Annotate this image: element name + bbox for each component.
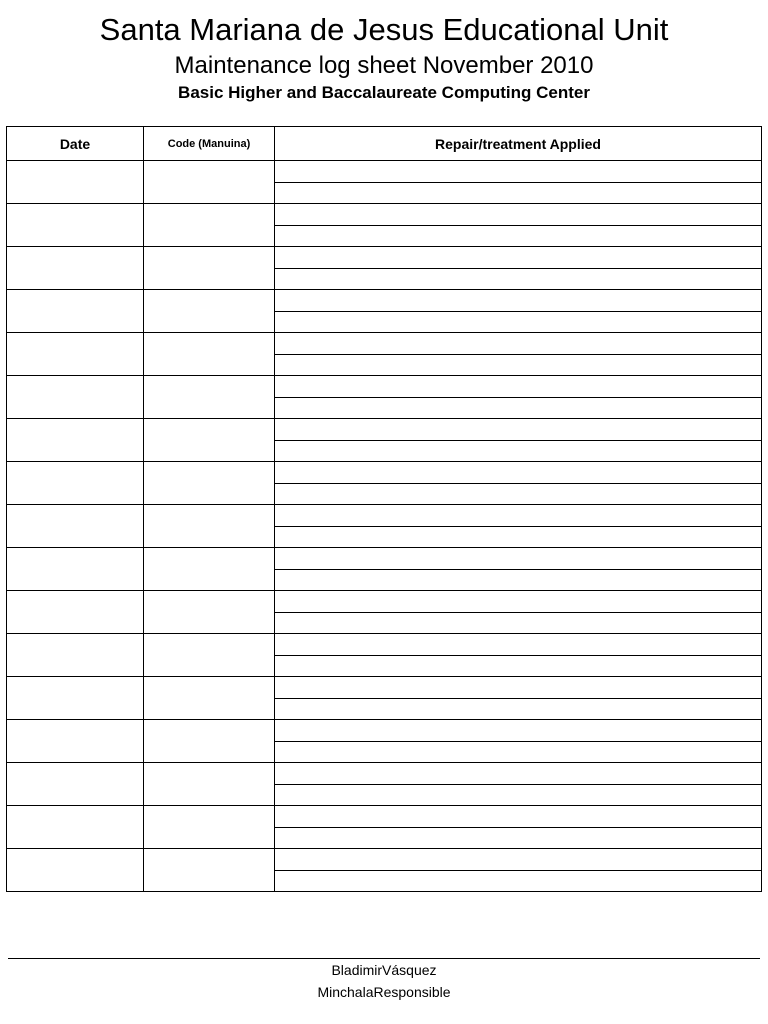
repair-line[interactable] [275, 591, 762, 613]
code-cell[interactable] [144, 505, 275, 548]
date-cell[interactable] [7, 161, 144, 204]
repair-line[interactable] [275, 548, 762, 570]
code-cell[interactable] [144, 462, 275, 505]
table-row [7, 591, 762, 613]
repair-line[interactable] [275, 376, 762, 398]
code-cell[interactable] [144, 763, 275, 806]
table-row [7, 204, 762, 226]
repair-line[interactable] [275, 333, 762, 355]
repair-line[interactable] [275, 849, 762, 871]
table-row [7, 763, 762, 785]
column-header-code: Code (Manuina) [144, 127, 275, 161]
date-cell[interactable] [7, 333, 144, 376]
repair-line[interactable] [275, 569, 762, 591]
repair-line[interactable] [275, 784, 762, 806]
repair-line[interactable] [275, 311, 762, 333]
log-subtitle: Maintenance log sheet November 2010 [174, 52, 594, 79]
table-row [7, 505, 762, 527]
repair-line[interactable] [275, 741, 762, 763]
code-cell[interactable] [144, 806, 275, 849]
date-cell[interactable] [7, 462, 144, 505]
table-row [7, 677, 762, 699]
repair-line[interactable] [275, 526, 762, 548]
center-name: Basic Higher and Baccalaureate Computing Center [178, 83, 590, 102]
signature-role: MinchalaResponsible [317, 984, 451, 1000]
repair-line[interactable] [275, 827, 762, 849]
code-cell[interactable] [144, 247, 275, 290]
column-header-repair: Repair/treatment Applied [275, 127, 762, 161]
signature-name: BladimirVásquez [331, 962, 437, 978]
table-row [7, 849, 762, 871]
repair-line[interactable] [275, 268, 762, 290]
code-cell[interactable] [144, 161, 275, 204]
repair-line[interactable] [275, 204, 762, 226]
school-title: Santa Mariana de Jesus Educational Unit [99, 12, 669, 47]
repair-line[interactable] [275, 462, 762, 484]
code-cell[interactable] [144, 548, 275, 591]
code-cell[interactable] [144, 376, 275, 419]
repair-line[interactable] [275, 397, 762, 419]
table-row [7, 806, 762, 828]
table-row [7, 290, 762, 312]
code-cell[interactable] [144, 290, 275, 333]
table-row [7, 247, 762, 269]
repair-line[interactable] [275, 677, 762, 699]
repair-line[interactable] [275, 870, 762, 892]
date-cell[interactable] [7, 763, 144, 806]
table-row [7, 720, 762, 742]
table-row [7, 419, 762, 441]
repair-line[interactable] [275, 655, 762, 677]
repair-line[interactable] [275, 698, 762, 720]
date-cell[interactable] [7, 419, 144, 462]
repair-line[interactable] [275, 505, 762, 527]
date-cell[interactable] [7, 634, 144, 677]
repair-line[interactable] [275, 290, 762, 312]
code-cell[interactable] [144, 720, 275, 763]
repair-line[interactable] [275, 354, 762, 376]
table-header-row [7, 127, 762, 161]
repair-line[interactable] [275, 247, 762, 269]
table-row [7, 548, 762, 570]
repair-line[interactable] [275, 483, 762, 505]
repair-line[interactable] [275, 720, 762, 742]
date-cell[interactable] [7, 806, 144, 849]
date-cell[interactable] [7, 290, 144, 333]
maintenance-log-table [6, 126, 762, 892]
repair-line[interactable] [275, 763, 762, 785]
log-entries [7, 161, 762, 892]
date-cell[interactable] [7, 591, 144, 634]
column-header-date: Date [7, 127, 144, 161]
signature-line [8, 958, 760, 959]
date-cell[interactable] [7, 849, 144, 892]
table-row [7, 333, 762, 355]
code-cell[interactable] [144, 677, 275, 720]
table-row [7, 462, 762, 484]
repair-line[interactable] [275, 161, 762, 183]
repair-line[interactable] [275, 419, 762, 441]
code-cell[interactable] [144, 333, 275, 376]
code-cell[interactable] [144, 204, 275, 247]
code-cell[interactable] [144, 591, 275, 634]
date-cell[interactable] [7, 247, 144, 290]
date-cell[interactable] [7, 505, 144, 548]
repair-line[interactable] [275, 634, 762, 656]
repair-line[interactable] [275, 440, 762, 462]
repair-line[interactable] [275, 806, 762, 828]
date-cell[interactable] [7, 677, 144, 720]
code-cell[interactable] [144, 419, 275, 462]
table-row [7, 161, 762, 183]
code-cell[interactable] [144, 634, 275, 677]
repair-line[interactable] [275, 182, 762, 204]
table-row [7, 634, 762, 656]
date-cell[interactable] [7, 720, 144, 763]
repair-line[interactable] [275, 612, 762, 634]
table-row [7, 376, 762, 398]
date-cell[interactable] [7, 548, 144, 591]
code-cell[interactable] [144, 849, 275, 892]
date-cell[interactable] [7, 204, 144, 247]
repair-line[interactable] [275, 225, 762, 247]
date-cell[interactable] [7, 376, 144, 419]
